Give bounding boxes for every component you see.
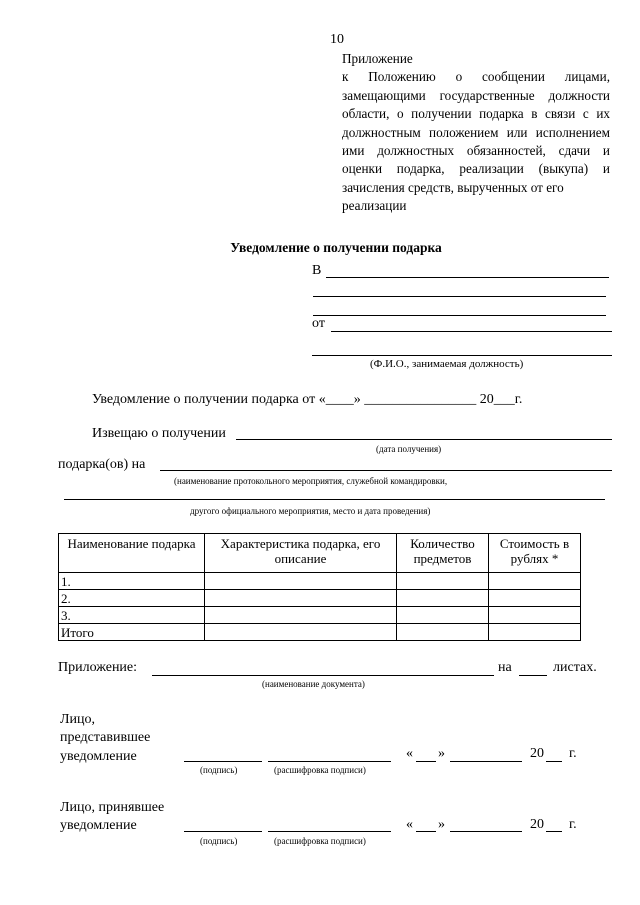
- presenter-day-line[interactable]: [416, 761, 436, 762]
- table-cell[interactable]: [489, 573, 581, 590]
- to-line-2[interactable]: [313, 296, 606, 297]
- row-number: 1.: [59, 573, 205, 590]
- attachment-label: Приложение:: [58, 660, 138, 675]
- table-cell[interactable]: [397, 624, 489, 641]
- attachment-line[interactable]: [152, 675, 494, 676]
- header-gift-name: Наименование подарка: [59, 534, 205, 573]
- annex-text-last-line: реализации: [342, 198, 407, 214]
- presenter-decode-caption: (расшифровка подписи): [274, 765, 366, 775]
- table-cell[interactable]: [205, 624, 397, 641]
- presenter-label: Лицо, представившее уведомление: [60, 712, 151, 764]
- attachment-sheets: листах.: [553, 660, 597, 675]
- from-line[interactable]: [331, 331, 612, 332]
- event-caption-2: другого официального мероприятия, место и дата проведения): [190, 506, 431, 516]
- presenter-month-line[interactable]: [450, 761, 522, 762]
- sheets-count-line[interactable]: [519, 675, 547, 676]
- receiver-month-line[interactable]: [450, 831, 522, 832]
- receiver-day-line[interactable]: [416, 831, 436, 832]
- page-number: 10: [330, 32, 344, 47]
- presenter-year-line[interactable]: [546, 761, 562, 762]
- table-cell[interactable]: [489, 607, 581, 624]
- fio-caption: (Ф.И.О., занимаемая должность): [370, 358, 524, 370]
- gifts-at-label: подарка(ов) на: [58, 457, 146, 472]
- event-line-2[interactable]: [64, 499, 605, 500]
- gifts-table: [58, 533, 581, 641]
- presenter-sign-caption: (подпись): [200, 765, 238, 775]
- receiver-date-open: «: [406, 817, 413, 832]
- annex-block: [342, 50, 610, 216]
- from-label: от: [312, 316, 325, 331]
- presenter-year: 20: [530, 746, 544, 761]
- row-number: 3.: [59, 607, 205, 624]
- attachment-caption: (наименование документа): [262, 679, 365, 689]
- presenter-sign-line[interactable]: [184, 761, 262, 762]
- to-label: В: [312, 263, 322, 278]
- table-cell[interactable]: [397, 590, 489, 607]
- receiver-decode-line[interactable]: [268, 831, 391, 832]
- table-cell[interactable]: [397, 607, 489, 624]
- header-quantity: Количество предметов: [397, 534, 489, 573]
- receiver-label: Лицо, принявшее уведомление: [60, 800, 165, 834]
- event-caption: (наименование протокольного мероприятия, служебной командировки,: [174, 476, 448, 486]
- inform-label: Извещаю о получении: [92, 426, 226, 441]
- receiver-year-line[interactable]: [546, 831, 562, 832]
- receiver-sign-line[interactable]: [184, 831, 262, 832]
- table-total-row: [59, 624, 581, 641]
- table-row: [59, 573, 581, 590]
- date-caption: (дата получения): [376, 444, 442, 454]
- total-label: Итого: [59, 624, 205, 641]
- receiver-year-suffix: г.: [569, 817, 577, 832]
- receipt-date-line[interactable]: [236, 439, 612, 440]
- presenter-year-suffix: г.: [569, 746, 577, 761]
- table-cell[interactable]: [489, 590, 581, 607]
- presenter-date-open: «: [406, 746, 413, 761]
- annex-title: Приложение: [342, 51, 413, 66]
- receiver-decode-caption: (расшифровка подписи): [274, 836, 366, 846]
- table-row: [59, 590, 581, 607]
- header-gift-description: Характеристика подарка, его описание: [205, 534, 397, 573]
- table-header-row: [59, 534, 581, 573]
- to-line[interactable]: [326, 277, 609, 278]
- table-cell[interactable]: [205, 573, 397, 590]
- event-line[interactable]: [160, 470, 612, 471]
- presenter-date-close: »: [438, 746, 445, 761]
- presenter-decode-line[interactable]: [268, 761, 391, 762]
- receiver-date-close: »: [438, 817, 445, 832]
- table-row: [59, 607, 581, 624]
- document-heading: Уведомление о получении подарка: [230, 240, 442, 255]
- receiver-year: 20: [530, 817, 544, 832]
- attachment-on: на: [498, 660, 512, 675]
- table-cell[interactable]: [397, 573, 489, 590]
- row-number: 2.: [59, 590, 205, 607]
- table-cell[interactable]: [205, 590, 397, 607]
- annex-text: к Положению о сообщении лицами, замещающими государственные должности области, о получении подарка в связи с их должностным положением или исполнением ими должностных обязанностей, сдачи и оценки подарка, реализации (выкупа) и зачисления средств, вырученных от его: [342, 69, 610, 195]
- to-line-3[interactable]: [313, 315, 606, 316]
- from-line-2[interactable]: [312, 355, 612, 356]
- receiver-sign-caption: (подпись): [200, 836, 238, 846]
- header-cost: Стоимость в рублях *: [489, 534, 581, 573]
- table-cell[interactable]: [489, 624, 581, 641]
- notice-line: Уведомление о получении подарка от «____» ________________ 20___г.: [92, 392, 523, 407]
- table-cell[interactable]: [205, 607, 397, 624]
